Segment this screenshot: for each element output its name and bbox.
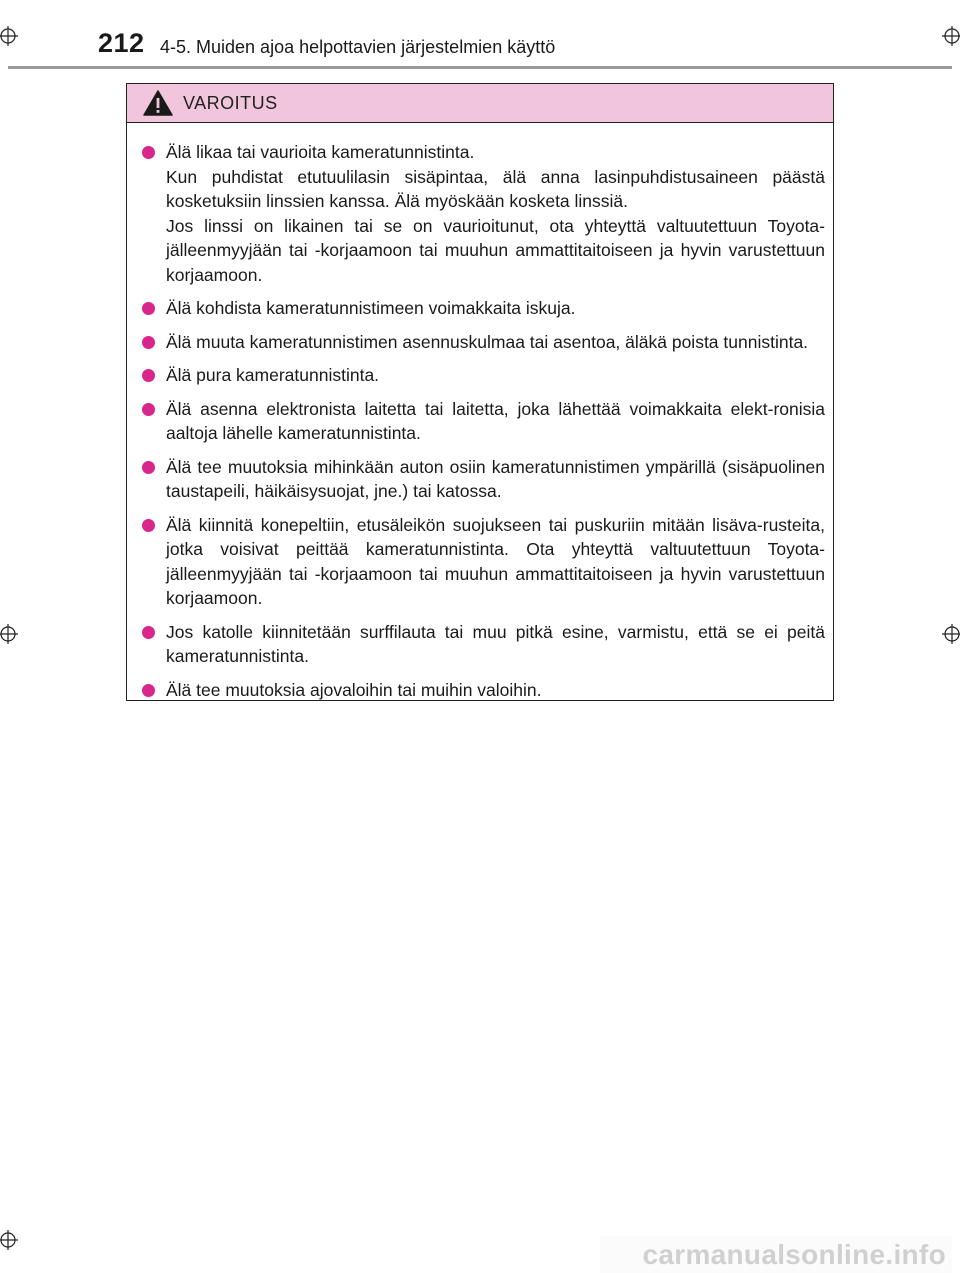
registration-mark-icon bbox=[0, 624, 18, 644]
bullet-icon bbox=[142, 146, 155, 159]
item-paragraph: Älä kiinnitä konepeltiin, etusäleikön suojukseen tai puskuriin mitään lisäva-rusteita, jotka voisivat peittää kameratunnistinta. Ota yhteyttä valtuutettuun Toyota-jälleenmyyjään tai -korjaamoon tai muuhun ammattitaitoiseen ja hyvin varustettuun korjaamoon. bbox=[166, 514, 825, 608]
item-paragraph: Älä kohdista kameratunnistimeen voimakkaita iskuja. bbox=[166, 298, 576, 318]
item-paragraph: Jos katolle kiinnitetään surffilauta tai muu pitkä esine, varmistu, että se ei peitä kameratunnistinta. bbox=[166, 621, 825, 666]
bullet-icon bbox=[142, 461, 155, 474]
bullet-icon bbox=[142, 302, 155, 315]
item-paragraph: Älä asenna elektronista laitetta tai laitetta, joka lähettää voimakkaita elekt-ronisia aaltoja lähelle kameratunnistinta. bbox=[166, 398, 825, 443]
warning-header bbox=[127, 84, 833, 123]
list-item bbox=[142, 296, 825, 321]
item-paragraph: Älä pura kameratunnistinta. bbox=[166, 365, 380, 385]
item-paragraph: Älä muuta kameratunnistimen asennuskulmaa tai asentoa, äläkä poista tunnistinta. bbox=[166, 331, 809, 352]
bullet-icon bbox=[142, 626, 155, 639]
item-paragraph: Älä tee muutoksia mihinkään auton osiin kameratunnistimen ympärillä (sisäpuolinen taustapeili, häikäisysuojat, jne.) tai katossa. bbox=[166, 456, 825, 501]
list-item bbox=[142, 330, 825, 355]
header-divider bbox=[8, 66, 952, 69]
registration-mark-icon bbox=[942, 26, 960, 46]
warning-title: VAROITUS bbox=[183, 92, 278, 113]
item-paragraph: Jos linssi on likainen tai se on vaurioitunut, ota yhteyttä valtuutettuun Toyota-jälleenmyyjään tai -korjaamoon tai muuhun ammattitaitoiseen ja hyvin varustettuun korjaamoon. bbox=[166, 215, 825, 285]
registration-mark-icon bbox=[0, 26, 18, 46]
section-title: 4-5. Muiden ajoa helpottavien järjestelmien käyttö bbox=[160, 37, 556, 57]
registration-mark-icon bbox=[942, 624, 960, 644]
bullet-icon bbox=[142, 403, 155, 416]
item-paragraph: Kun puhdistat etutuulilasin sisäpintaa, älä anna lasinpuhdistusaineen päästä kosketuksiin linssien kanssa. Älä myöskään kosketa linssiä. bbox=[166, 166, 825, 211]
list-item bbox=[142, 620, 825, 669]
warning-triangle-icon bbox=[143, 90, 173, 116]
warning-list bbox=[127, 123, 833, 702]
bullet-icon bbox=[142, 519, 155, 532]
list-item bbox=[142, 397, 825, 446]
registration-mark-icon bbox=[0, 1230, 18, 1250]
list-item bbox=[142, 363, 825, 388]
bullet-icon bbox=[142, 369, 155, 382]
item-paragraph: Älä likaa tai vaurioita kameratunnistinta. bbox=[166, 142, 475, 162]
list-item bbox=[142, 455, 825, 504]
list-item bbox=[142, 140, 825, 287]
bullet-icon bbox=[142, 684, 155, 697]
watermark-logo: carmanualsonline.info bbox=[600, 1236, 952, 1273]
warning-box bbox=[126, 83, 834, 701]
list-item bbox=[142, 678, 825, 703]
list-item bbox=[142, 513, 825, 611]
page-number: 212 bbox=[98, 28, 145, 58]
item-paragraph: Älä tee muutoksia ajovaloihin tai muihin valoihin. bbox=[166, 679, 542, 700]
bullet-icon bbox=[142, 336, 155, 349]
